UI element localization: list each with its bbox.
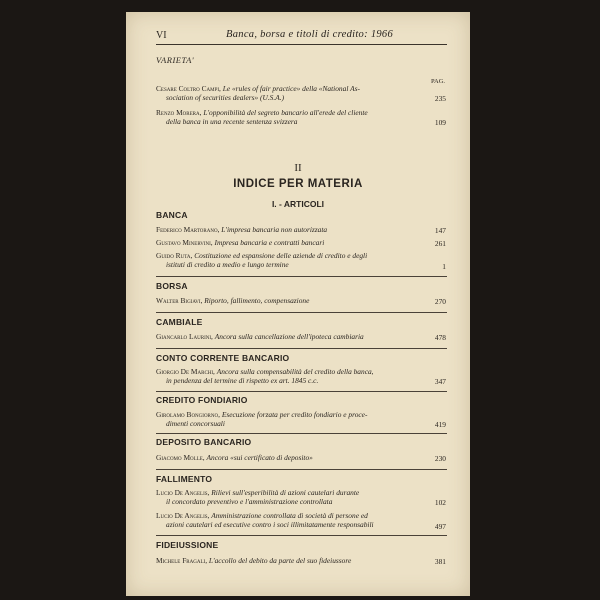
- entry-title-line1: L'impresa bancaria non autorizzata: [221, 225, 328, 234]
- index-entry: [156, 239, 416, 248]
- index-entry: [156, 333, 416, 342]
- index-entry: [156, 489, 416, 506]
- entry-author: Giacomo Molle,: [156, 453, 205, 462]
- entry-title-line2: azioni cautelari ed esecutive contro i soci illimitatamente responsabili: [166, 519, 374, 529]
- category-heading: DEPOSITO BANCARIO: [156, 437, 252, 447]
- section-roman: II: [294, 162, 302, 174]
- section-rule: [156, 312, 447, 313]
- entry-page: 230: [434, 454, 446, 463]
- entry-author: Gustavo Minervini,: [156, 238, 213, 247]
- section-title: INDICE PER MATERIA: [233, 178, 363, 190]
- entry-author: Lucio De Angelis,: [156, 511, 210, 520]
- section-rule: [156, 535, 447, 536]
- entry-page: 147: [434, 226, 446, 235]
- entry-title-line1: Esecuzione forzata per credito fondiario e proce-: [221, 410, 368, 419]
- entry-title-line1: Costituzione ed espansione delle aziende di credito e degli: [194, 251, 368, 260]
- category-heading: FIDEIUSSIONE: [156, 540, 219, 550]
- category-heading: CREDITO FONDIARIO: [156, 395, 248, 405]
- entry-page: 102: [434, 498, 446, 507]
- varieta-label: VARIETA': [156, 55, 195, 65]
- entry-title-line2: dimenti concorsuali: [166, 418, 225, 428]
- entry-author: Girolamo Bongiorno,: [156, 410, 220, 419]
- entry-title-line2: della banca in una recente sentenza svizzera: [166, 116, 298, 126]
- section-rule: [156, 276, 447, 277]
- entry-title-line2: sociation of securities dealers» (U.S.A.): [166, 92, 285, 102]
- entry-page: 419: [434, 420, 446, 429]
- entry-author: Renzo Morera,: [156, 108, 202, 117]
- category-heading: BORSA: [156, 281, 188, 291]
- entry-title-line2: il concordato preventivo e l'amministrazione controllata: [166, 496, 333, 506]
- entry-title-line1: Rilievi sull'esperibilità di azioni cautelari durante: [211, 488, 360, 497]
- entry-author: Lucio De Angelis,: [156, 488, 210, 497]
- index-entry: [156, 368, 416, 385]
- entry-author: Walter Bigiavi,: [156, 296, 203, 305]
- entry-title-line1: Ancora sulla cancellazione dell'ipoteca cambiaria: [214, 332, 364, 341]
- index-entry: [156, 512, 416, 529]
- varieta-entry: [156, 85, 416, 102]
- entry-author: Michele Fragali,: [156, 556, 208, 565]
- entry-author: Giorgio De Marchi,: [156, 367, 215, 376]
- index-entry: [156, 411, 416, 428]
- entry-title-line1: Ancora sulla compensabilità del credito della banca,: [216, 367, 374, 376]
- book-page: [126, 12, 470, 596]
- section-subtitle: I. - ARTICOLI: [271, 199, 325, 209]
- index-entry: [156, 297, 416, 306]
- entry-page: 1: [442, 262, 446, 271]
- entry-author: Federico Martorano,: [156, 225, 220, 234]
- entry-title-line2: in pendenza del termine di rispetto ex art. 1845 c.c.: [166, 375, 319, 385]
- entry-author: Cesare Coltro Campi,: [156, 84, 221, 93]
- entry-page: 261: [434, 239, 446, 248]
- running-header-title: Banca, borsa e titoli di credito: 1966: [226, 29, 394, 40]
- entry-title-line1: Riporto, fallimento, compensazione: [204, 296, 310, 305]
- entry-page: 235: [434, 94, 446, 103]
- page-number-roman: VI: [156, 30, 167, 41]
- entry-title-line1: Le «rules of fair practice» della «National As-: [222, 84, 360, 93]
- pag-label: PAG.: [431, 78, 446, 85]
- entry-page: 347: [434, 377, 446, 386]
- section-rule: [156, 469, 447, 470]
- header-rule: [156, 44, 447, 45]
- entry-page: 270: [434, 297, 446, 306]
- entry-author: Giancarlo Laurini,: [156, 332, 213, 341]
- entry-title-line1: L'accollo del debito da parte del suo fideiussore: [208, 556, 352, 565]
- varieta-entry: [156, 109, 416, 126]
- section-rule: [156, 433, 447, 434]
- index-entry: [156, 252, 416, 269]
- index-entry: [156, 226, 416, 235]
- entry-title-line1: Amministrazione controllata di società di persone ed: [211, 511, 368, 520]
- section-rule: [156, 391, 447, 392]
- entry-title-line1: Ancora «sui certificato di deposito»: [206, 453, 313, 462]
- entry-title-line2: istituti di credito a medio e lungo termine: [166, 259, 289, 269]
- category-heading: BANCA: [156, 210, 188, 220]
- index-entry: [156, 454, 416, 463]
- entry-page: 109: [434, 118, 446, 127]
- entry-page: 478: [434, 333, 446, 342]
- entry-title-line1: Impresa bancaria e contratti bancari: [214, 238, 325, 247]
- entry-page: 381: [434, 557, 446, 566]
- category-heading: CONTO CORRENTE BANCARIO: [156, 353, 290, 363]
- category-heading: FALLIMENTO: [156, 474, 213, 484]
- entry-author: Guido Ruta,: [156, 251, 193, 260]
- entry-title-line1: L'opponibilità del segreto bancario all'erede del cliente: [203, 108, 368, 117]
- index-entry: [156, 557, 416, 566]
- entry-page: 497: [434, 522, 446, 531]
- category-heading: CAMBIALE: [156, 317, 203, 327]
- section-rule: [156, 348, 447, 349]
